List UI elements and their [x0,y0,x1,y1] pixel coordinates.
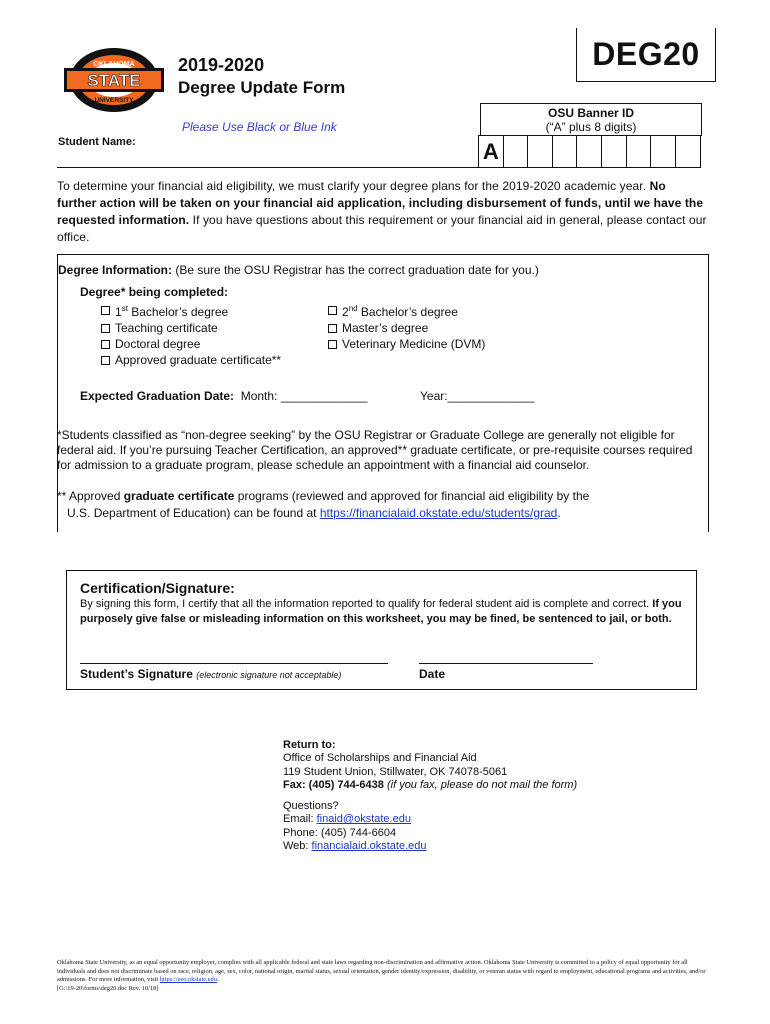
date-label: Date [419,667,446,681]
footer-disclaimer [57,959,709,993]
logo-text-top: OKLAHOMA [93,61,135,68]
phone-line: Phone: (405) 744-6604 [283,826,397,839]
checkbox-icon[interactable] [328,306,337,315]
note2-mid: programs (reviewed and approved for financial aid eligibility by the [234,489,590,503]
option-label: Veterinary Medicine (DVM) [342,337,486,351]
banner-id-digit[interactable] [602,136,627,167]
form-id: DEG20 [576,28,716,82]
banner-id-digit[interactable] [627,136,652,167]
office-name: Office of Scholarships and Financial Aid [283,752,477,765]
banner-id-hint: (“A” plus 8 digits) [545,120,637,134]
banner-id-digit[interactable] [577,136,602,167]
option-label: 1st Bachelor’s degree [115,304,229,319]
checkbox-icon[interactable] [101,340,110,349]
option-label: Doctoral degree [115,337,201,351]
signature-note: (electronic signature not acceptable) [196,670,342,680]
intro-rest: If you have questions about this requirement or your financial aid in general, please contact our office. [57,213,707,244]
intro-bold: No further action will be taken on your financial aid application, including disbursement of funds, until we have the requested information. [57,179,704,227]
degree-options-left [101,301,281,368]
footer-text: Oklahoma State University, as an equal opportunity employer, complies with all applicable federal and state laws regarding non-discrimination and affirmative action. Oklahoma State University is committed to a policy of equal opportunity for all individuals and does not discriminate based on race, religion, age, sex, color, national origin, marital status, sexual orientation, gender identity/expression, disability, or veteran status with regard to employment, educational programs and activities, and/or admissions. For more information, visit [57,959,706,983]
ink-note: Please Use Black or Blue Ink [182,120,337,134]
checkbox-icon[interactable] [101,356,110,365]
degree-info-heading [58,263,539,277]
eeo-link[interactable]: https://eeo.okstate.edu [159,976,217,983]
footer-end: . [216,976,219,983]
banner-id-digit[interactable] [676,136,701,167]
option-label: Master’s degree [342,321,429,335]
non-degree-note: *Students classified as “non-degree seeking” by the OSU Registrar or Graduate College are generally not eligible for federal aid. If you’re pursuing Teacher Certification, an approved** graduate certificate, or pre-requisite courses required for admission to a graduate program, please schedule an appointment with a financial aid counselor. [57,428,693,472]
note2-bold: graduate certificate [123,489,235,503]
questions-label: Questions? [283,800,339,812]
signature-label-text: Student’s Signature [80,667,193,681]
signature-label [80,667,341,681]
graduate-programs-link[interactable]: https://financialaid.okstate.edu/students/grad [319,506,558,520]
intro-paragraph [57,178,707,246]
note2-pre: ** Approved [57,489,124,503]
option-label: 2nd Bachelor’s degree [342,304,458,319]
checkbox-second-bachelors[interactable] [328,301,485,320]
expected-graduation-month[interactable] [80,389,367,403]
office-address: 119 Student Union, Stillwater, OK 74078-5061 [283,765,508,778]
fax-label: Fax: (405) 744-6438 [283,778,384,791]
logo-text-middle: STATE [87,71,141,90]
fax-note: (if you fax, please do not mail the form) [386,778,578,791]
cert-text-regular: By signing this form, I certify that all the information reported to qualify for federal student aid is complete and correct. [80,598,653,610]
banner-id-digit[interactable] [553,136,578,167]
banner-id-digit[interactable] [504,136,529,167]
checkbox-icon[interactable] [101,324,110,333]
email-line [283,813,427,826]
web-label: Web: [283,839,312,852]
degree-sub-heading: Degree* being completed: [80,285,229,299]
note2-end: . [557,506,561,520]
page-title: Degree Update Form [178,78,346,97]
note2-line2: U.S. Department of Education) can be found at [67,506,320,520]
expected-graduation-label: Expected Graduation Date: [80,389,235,403]
banner-id-digit[interactable] [528,136,553,167]
graduation-year-field[interactable]: Year:_____________ [420,389,535,403]
logo-text-bottom: UNIVERSITY [94,97,134,104]
fax-line [283,779,577,792]
cert-text-bold: If you purposely give false or misleading information on this worksheet, you may be fined, be sentenced to jail, or both. [80,598,682,625]
intro-text: To determine your financial aid eligibility, we must clarify your degree plans for the 2019-2020 academic year. [57,179,650,193]
checkbox-veterinary-medicine[interactable] [328,336,485,352]
degree-heading-rest: (Be sure the OSU Registrar has the correct graduation date for you.) [172,263,539,277]
checkbox-icon[interactable] [328,324,337,333]
email-label: Email: [283,813,317,826]
student-name-field[interactable] [57,167,478,168]
email-link[interactable]: finaid@okstate.edu [316,813,411,826]
option-label: Approved graduate certificate** [115,353,282,367]
signature-field[interactable] [80,663,388,664]
banner-id-field[interactable] [478,135,701,168]
checkbox-icon[interactable] [101,306,110,315]
osu-logo [64,44,164,116]
checkbox-graduate-certificate[interactable] [101,352,281,368]
certification-text [80,597,688,627]
footer-file-ref: [G:\19-20\forms\deg20.doc Rev. 10/18] [57,984,159,992]
graduate-certificate-note [57,488,709,522]
banner-id-prefix: A [479,136,504,167]
checkbox-doctoral-degree[interactable] [101,336,281,352]
degree-options-right [328,301,485,352]
date-field[interactable] [419,663,593,664]
questions-block [283,800,427,853]
checkbox-masters-degree[interactable] [328,320,485,336]
web-line [283,840,427,853]
option-label: Teaching certificate [115,321,218,335]
checkbox-teaching-certificate[interactable] [101,320,281,336]
return-to-label: Return to: [283,739,336,751]
return-to-block [283,739,577,792]
student-name-label: Student Name: [58,136,136,148]
banner-id-digit[interactable] [651,136,676,167]
certification-title: Certification/Signature: [80,580,235,596]
degree-heading-bold: Degree Information: [58,263,173,277]
banner-id-title: OSU Banner ID [547,106,634,120]
banner-id-header [480,103,702,136]
web-link[interactable]: financialaid.okstate.edu [311,839,427,852]
form-year: 2019-2020 [178,55,265,75]
graduation-month-field[interactable]: Month: _____________ [240,389,368,403]
checkbox-first-bachelors[interactable] [101,301,281,320]
checkbox-icon[interactable] [328,340,337,349]
